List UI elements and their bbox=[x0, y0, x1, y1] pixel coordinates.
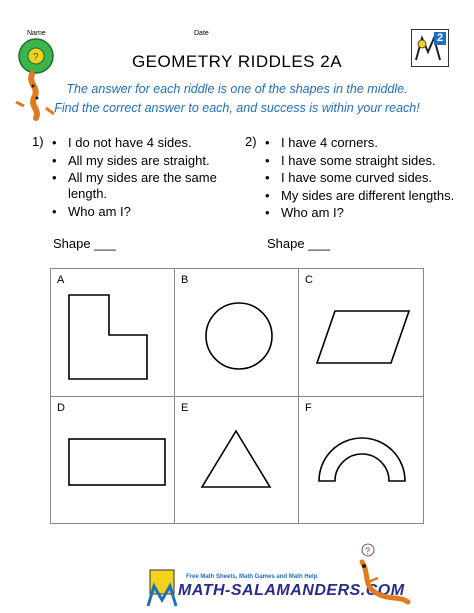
instruction-line-2: Find the correct answer to each, and success is within your reach! bbox=[54, 101, 420, 115]
riddle-2-number: 2) bbox=[245, 134, 257, 149]
riddle-2-line: • I have some straight sides. bbox=[263, 152, 468, 170]
riddle-1-line: • I do not have 4 sides. bbox=[50, 134, 250, 152]
riddle-1-line-continued: length. bbox=[68, 186, 108, 201]
salamander-thinking-icon bbox=[348, 540, 412, 610]
circle-icon bbox=[175, 269, 300, 398]
footer-tagline: Free Math Sheets, Math Games and Math Help bbox=[186, 574, 318, 580]
shape-letter: E bbox=[181, 402, 189, 414]
salamander-logo-icon bbox=[144, 566, 180, 610]
riddle-2-line: • I have 4 corners. bbox=[263, 134, 468, 152]
shape-letter: B bbox=[181, 274, 189, 286]
shape-cell-a bbox=[50, 268, 175, 397]
riddle-1-line: • All my sides are straight. bbox=[50, 152, 250, 170]
shape-letter: D bbox=[57, 402, 65, 414]
triangle-icon bbox=[175, 397, 300, 525]
shape-cell-b bbox=[174, 268, 299, 397]
shape-cell-c bbox=[298, 268, 424, 397]
l-shape-icon bbox=[51, 269, 176, 398]
shape-cell-d bbox=[50, 396, 175, 524]
shape-cell-f bbox=[298, 396, 424, 524]
shape-letter: A bbox=[57, 274, 65, 286]
riddle-1-line: • All my sides are the same bbox=[50, 169, 250, 187]
riddle-1-list bbox=[50, 134, 250, 187]
footer-logo-text: MATH-SALAMANDERS.COM bbox=[178, 582, 405, 599]
svg-text:?: ? bbox=[365, 546, 371, 556]
page-title: GEOMETRY RIDDLES 2A bbox=[131, 52, 343, 71]
riddle-1-shape-answer: Shape ___ bbox=[53, 236, 116, 251]
riddle-2-line: • I have some curved sides. bbox=[263, 169, 468, 187]
svg-text:?: ? bbox=[33, 52, 39, 63]
riddle-1-number: 1) bbox=[32, 134, 44, 149]
rectangle-icon bbox=[51, 397, 176, 525]
name-label: Name bbox=[27, 30, 46, 37]
grade-badge bbox=[411, 29, 449, 67]
riddle-2-shape-answer: Shape ___ bbox=[267, 236, 330, 251]
instruction-line-1: The answer for each riddle is one of the shapes in the middle. bbox=[66, 82, 408, 96]
shape-letter: C bbox=[305, 274, 313, 286]
shape-letter: F bbox=[305, 402, 312, 414]
shapes-grid bbox=[50, 268, 424, 524]
riddle-2-line: • Who am I? bbox=[263, 204, 468, 222]
shape-cell-e bbox=[174, 396, 299, 524]
riddle-2-line: • My sides are different lengths. bbox=[263, 187, 468, 205]
riddle-1-list-end bbox=[50, 203, 250, 221]
grade-number: 2 bbox=[434, 32, 446, 45]
parallelogram-icon bbox=[299, 269, 425, 398]
riddle-1-line: • Who am I? bbox=[50, 203, 250, 221]
arch-icon bbox=[299, 397, 425, 525]
riddle-2-list bbox=[263, 134, 468, 222]
date-label: Date bbox=[194, 30, 209, 37]
